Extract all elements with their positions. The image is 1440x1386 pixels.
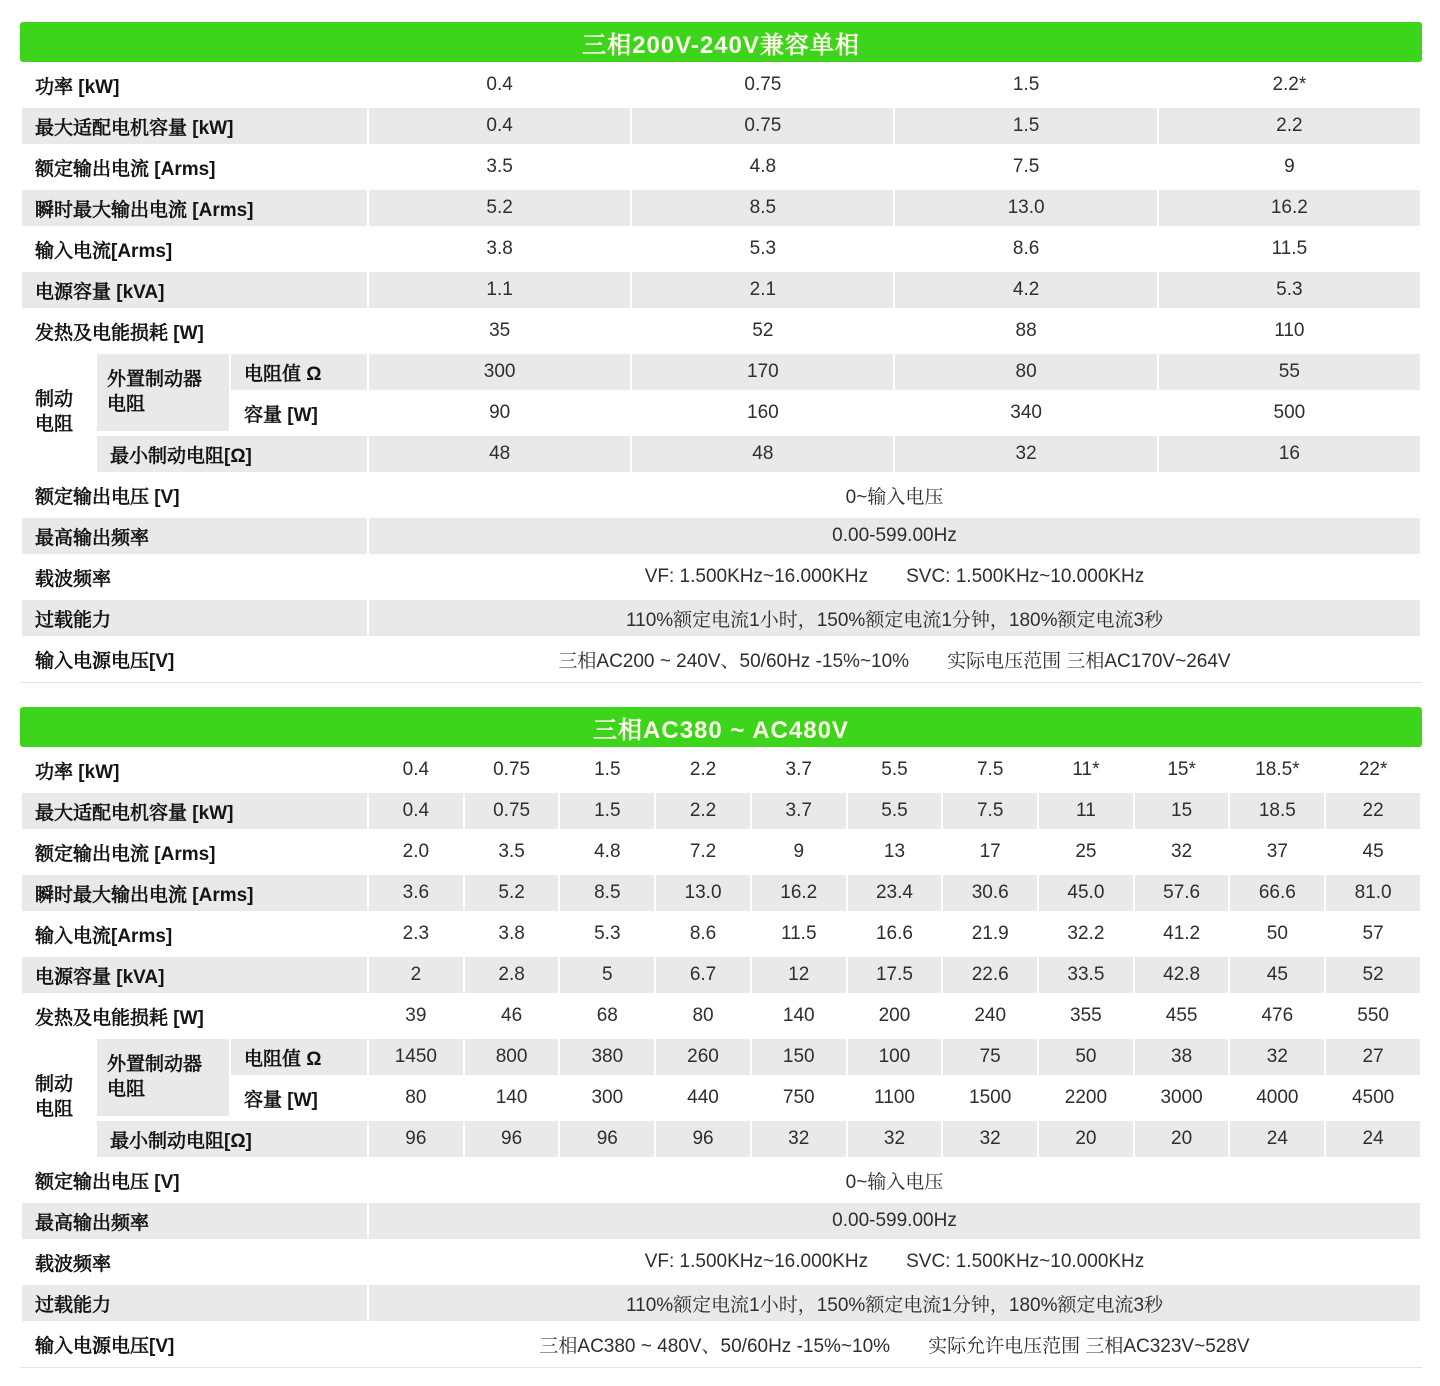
value-cell: 96	[465, 1121, 559, 1157]
spec-row	[22, 313, 1420, 349]
value-cell: 4.8	[632, 149, 893, 185]
row-label: 最大适配电机容量 [kW]	[22, 793, 367, 829]
merged-value	[369, 1326, 1420, 1362]
value-cell: 75	[943, 1039, 1037, 1075]
value-cell: 170	[632, 354, 893, 390]
value-cell: 45	[1230, 957, 1324, 993]
value-cell: 20	[1039, 1121, 1133, 1157]
value-cell: 476	[1230, 998, 1324, 1034]
value-cell: 13.0	[656, 875, 750, 911]
value-cell: 5.5	[848, 752, 942, 788]
value-cell: 16	[1159, 436, 1420, 472]
spec-row	[22, 1121, 1420, 1157]
value-cell: 11*	[1039, 752, 1133, 788]
value-cell: 1100	[848, 1080, 942, 1116]
merged-value	[369, 518, 1420, 554]
merged-value-part: VF: 1.500KHz~16.000KHz	[644, 566, 869, 587]
merged-value-part: 0~输入电压	[845, 1171, 944, 1193]
value-cell: 1.1	[369, 272, 630, 308]
value-cell: 80	[895, 354, 1156, 390]
value-cell: 200	[848, 998, 942, 1034]
spec-grid-holder	[20, 62, 1422, 683]
value-cell: 455	[1135, 998, 1229, 1034]
value-cell: 3.6	[369, 875, 463, 911]
spec-table-380v-480v	[20, 707, 1422, 1368]
value-cell: 1.5	[560, 752, 654, 788]
value-cell: 16.2	[1159, 190, 1420, 226]
value-cell: 11.5	[1159, 231, 1420, 267]
value-cell: 1.5	[895, 108, 1156, 144]
value-cell: 3.8	[465, 916, 559, 952]
value-cell: 21.9	[943, 916, 1037, 952]
value-cell: 90	[369, 395, 630, 431]
value-cell: 27	[1326, 1039, 1420, 1075]
value-cell: 13.0	[895, 190, 1156, 226]
row-label: 输入电源电压[V]	[22, 641, 367, 677]
value-cell: 2.3	[369, 916, 463, 952]
value-cell: 110	[1159, 313, 1420, 349]
value-cell: 2.1	[632, 272, 893, 308]
value-cell: 3.5	[369, 149, 630, 185]
spec-row	[22, 108, 1420, 144]
value-cell: 23.4	[848, 875, 942, 911]
value-cell: 50	[1230, 916, 1324, 952]
value-cell: 2.8	[465, 957, 559, 993]
row-label: 载波频率	[22, 1244, 367, 1280]
row-label: 发热及电能损耗 [W]	[22, 998, 367, 1034]
value-cell: 17.5	[848, 957, 942, 993]
value-cell: 96	[560, 1121, 654, 1157]
row-label: 过载能力	[22, 1285, 367, 1321]
value-cell: 22*	[1326, 752, 1420, 788]
merged-value-part: 110%额定电流1小时，150%额定电流1分钟，180%额定电流3秒	[625, 609, 1164, 631]
value-cell: 2.2	[1159, 108, 1420, 144]
value-cell: 0.75	[632, 108, 893, 144]
spec-row	[22, 793, 1420, 829]
value-cell: 140	[465, 1080, 559, 1116]
row-label: 最大适配电机容量 [kW]	[22, 108, 367, 144]
row-label: 瞬时最大输出电流 [Arms]	[22, 875, 367, 911]
row-label: 电源容量 [kVA]	[22, 272, 367, 308]
spec-row	[22, 1039, 1420, 1075]
value-cell: 15*	[1135, 752, 1229, 788]
spec-row	[22, 67, 1420, 103]
spec-row	[22, 1285, 1420, 1321]
row-label: 额定输出电流 [Arms]	[22, 834, 367, 870]
value-cell: 5.3	[1159, 272, 1420, 308]
spec-row	[22, 1080, 1420, 1116]
value-cell: 32	[1230, 1039, 1324, 1075]
value-cell: 96	[369, 1121, 463, 1157]
merged-value-part: 实际电压范围 三相AC170V~264V	[947, 650, 1231, 672]
value-cell: 2	[369, 957, 463, 993]
merged-value	[369, 1162, 1420, 1198]
value-cell: 35	[369, 313, 630, 349]
value-cell: 150	[752, 1039, 846, 1075]
spec-row	[22, 957, 1420, 993]
spec-row	[22, 395, 1420, 431]
value-cell: 32	[848, 1121, 942, 1157]
merged-value-part: 0~输入电压	[845, 486, 944, 508]
value-cell: 550	[1326, 998, 1420, 1034]
value-cell: 46	[465, 998, 559, 1034]
value-cell: 0.4	[369, 67, 630, 103]
value-cell: 5.5	[848, 793, 942, 829]
spec-row	[22, 231, 1420, 267]
value-cell: 50	[1039, 1039, 1133, 1075]
value-cell: 0.4	[369, 108, 630, 144]
row-label: 瞬时最大输出电流 [Arms]	[22, 190, 367, 226]
value-cell: 2.2*	[1159, 67, 1420, 103]
value-cell: 33.5	[1039, 957, 1133, 993]
value-cell: 7.5	[943, 793, 1037, 829]
row-label: 输入电流[Arms]	[22, 916, 367, 952]
value-cell: 42.8	[1135, 957, 1229, 993]
value-cell: 48	[369, 436, 630, 472]
value-cell: 15	[1135, 793, 1229, 829]
value-cell: 16.2	[752, 875, 846, 911]
value-cell: 750	[752, 1080, 846, 1116]
value-cell: 25	[1039, 834, 1133, 870]
value-cell: 11.5	[752, 916, 846, 952]
row-label: 容量 [W]	[231, 395, 367, 431]
value-cell: 1500	[943, 1080, 1037, 1116]
value-cell: 4500	[1326, 1080, 1420, 1116]
value-cell: 1.5	[895, 67, 1156, 103]
value-cell: 300	[369, 354, 630, 390]
value-cell: 45.0	[1039, 875, 1133, 911]
spec-row	[22, 190, 1420, 226]
spec-row	[22, 834, 1420, 870]
value-cell: 7.2	[656, 834, 750, 870]
value-cell: 0.4	[369, 793, 463, 829]
value-cell: 0.75	[465, 752, 559, 788]
value-cell: 32	[1135, 834, 1229, 870]
value-cell: 5	[560, 957, 654, 993]
value-cell: 340	[895, 395, 1156, 431]
value-cell: 32	[752, 1121, 846, 1157]
row-label: 发热及电能损耗 [W]	[22, 313, 367, 349]
value-cell: 8.6	[656, 916, 750, 952]
value-cell: 8.5	[632, 190, 893, 226]
value-cell: 32	[943, 1121, 1037, 1157]
value-cell: 800	[465, 1039, 559, 1075]
row-label: 功率 [kW]	[22, 752, 367, 788]
brake-sub-label: 外置制动器 电阻	[97, 354, 229, 431]
value-cell: 52	[632, 313, 893, 349]
row-label: 容量 [W]	[231, 1080, 367, 1116]
row-label: 输入电流[Arms]	[22, 231, 367, 267]
merged-value-part: 110%额定电流1小时，150%额定电流1分钟，180%额定电流3秒	[625, 1294, 1164, 1316]
value-cell: 5.2	[369, 190, 630, 226]
value-cell: 3.5	[465, 834, 559, 870]
value-cell: 3000	[1135, 1080, 1229, 1116]
spec-row	[22, 354, 1420, 390]
merged-value	[369, 641, 1420, 677]
merged-value	[369, 559, 1420, 595]
merged-value	[369, 477, 1420, 513]
value-cell: 88	[895, 313, 1156, 349]
value-cell: 2200	[1039, 1080, 1133, 1116]
value-cell: 0.75	[465, 793, 559, 829]
value-cell: 30.6	[943, 875, 1037, 911]
row-label: 输入电源电压[V]	[22, 1326, 367, 1362]
row-label: 最高输出频率	[22, 1203, 367, 1239]
value-cell: 9	[1159, 149, 1420, 185]
brake-group-label: 制动 电阻	[22, 354, 95, 472]
spec-grid-holder	[20, 747, 1422, 1368]
value-cell: 2.0	[369, 834, 463, 870]
value-cell: 2.2	[656, 793, 750, 829]
value-cell: 240	[943, 998, 1037, 1034]
value-cell: 380	[560, 1039, 654, 1075]
value-cell: 1450	[369, 1039, 463, 1075]
merged-value	[369, 1285, 1420, 1321]
row-label: 额定输出电压 [V]	[22, 477, 367, 513]
value-cell: 160	[632, 395, 893, 431]
value-cell: 16.6	[848, 916, 942, 952]
value-cell: 3.7	[752, 752, 846, 788]
value-cell: 300	[560, 1080, 654, 1116]
spec-row	[22, 1162, 1420, 1198]
value-cell: 81.0	[1326, 875, 1420, 911]
value-cell: 68	[560, 998, 654, 1034]
value-cell: 13	[848, 834, 942, 870]
merged-value	[369, 600, 1420, 636]
value-cell: 80	[369, 1080, 463, 1116]
value-cell: 55	[1159, 354, 1420, 390]
spec-row	[22, 752, 1420, 788]
value-cell: 0.75	[632, 67, 893, 103]
merged-value	[369, 1203, 1420, 1239]
value-cell: 3.8	[369, 231, 630, 267]
value-cell: 57	[1326, 916, 1420, 952]
merged-value-part: SVC: 1.500KHz~10.000KHz	[906, 1251, 1145, 1272]
spec-row	[22, 1203, 1420, 1239]
value-cell: 66.6	[1230, 875, 1324, 911]
row-label: 电源容量 [kVA]	[22, 957, 367, 993]
value-cell: 24	[1230, 1121, 1324, 1157]
value-cell: 41.2	[1135, 916, 1229, 952]
row-label: 电阻值 Ω	[231, 354, 367, 390]
merged-value	[369, 1244, 1420, 1280]
spec-row	[22, 149, 1420, 185]
spec-row	[22, 518, 1420, 554]
value-cell: 5.3	[560, 916, 654, 952]
row-label: 额定输出电流 [Arms]	[22, 149, 367, 185]
value-cell: 1.5	[560, 793, 654, 829]
spec-row	[22, 272, 1420, 308]
spec-row	[22, 477, 1420, 513]
brake-group-label: 制动 电阻	[22, 1039, 95, 1157]
value-cell: 80	[656, 998, 750, 1034]
spec-row	[22, 559, 1420, 595]
value-cell: 37	[1230, 834, 1324, 870]
merged-value-part: 0.00-599.00Hz	[832, 525, 957, 546]
value-cell: 32	[895, 436, 1156, 472]
value-cell: 7.5	[895, 149, 1156, 185]
value-cell: 260	[656, 1039, 750, 1075]
value-cell: 52	[1326, 957, 1420, 993]
value-cell: 5.3	[632, 231, 893, 267]
value-cell: 18.5	[1230, 793, 1324, 829]
value-cell: 45	[1326, 834, 1420, 870]
value-cell: 7.5	[943, 752, 1037, 788]
spec-row	[22, 875, 1420, 911]
merged-value-part: 三相AC380 ~ 480V、50/60Hz -15%~10%	[539, 1335, 891, 1357]
row-label: 最高输出频率	[22, 518, 367, 554]
value-cell: 4000	[1230, 1080, 1324, 1116]
value-cell: 6.7	[656, 957, 750, 993]
spec-row	[22, 436, 1420, 472]
spec-row	[22, 1326, 1420, 1362]
value-cell: 22	[1326, 793, 1420, 829]
row-label: 额定输出电压 [V]	[22, 1162, 367, 1198]
spec-row	[22, 641, 1420, 677]
spec-grid	[20, 62, 1422, 683]
value-cell: 38	[1135, 1039, 1229, 1075]
value-cell: 17	[943, 834, 1037, 870]
merged-value-part: 三相AC200 ~ 240V、50/60Hz -15%~10%	[558, 650, 910, 672]
spec-grid	[20, 747, 1422, 1368]
merged-value-part: VF: 1.500KHz~16.000KHz	[644, 1251, 869, 1272]
value-cell: 440	[656, 1080, 750, 1116]
spec-row	[22, 916, 1420, 952]
value-cell: 140	[752, 998, 846, 1034]
spec-table-200v-240v	[20, 22, 1422, 683]
value-cell: 100	[848, 1039, 942, 1075]
value-cell: 4.2	[895, 272, 1156, 308]
spec-row	[22, 1244, 1420, 1280]
row-label: 载波频率	[22, 559, 367, 595]
value-cell: 9	[752, 834, 846, 870]
row-label: 最小制动电阻[Ω]	[97, 1121, 367, 1157]
merged-value-part: 实际允许电压范围 三相AC323V~528V	[928, 1335, 1250, 1357]
value-cell: 20	[1135, 1121, 1229, 1157]
value-cell: 355	[1039, 998, 1133, 1034]
value-cell: 500	[1159, 395, 1420, 431]
merged-value-part: 0.00-599.00Hz	[832, 1210, 957, 1231]
value-cell: 3.7	[752, 793, 846, 829]
section-title-bar	[20, 22, 1422, 62]
value-cell: 96	[656, 1121, 750, 1157]
section-title: 三相200V-240V兼容单相	[582, 31, 860, 59]
row-label: 最小制动电阻[Ω]	[97, 436, 367, 472]
value-cell: 39	[369, 998, 463, 1034]
value-cell: 24	[1326, 1121, 1420, 1157]
value-cell: 2.2	[656, 752, 750, 788]
row-label: 电阻值 Ω	[231, 1039, 367, 1075]
brake-sub-label: 外置制动器 电阻	[97, 1039, 229, 1116]
value-cell: 8.6	[895, 231, 1156, 267]
value-cell: 12	[752, 957, 846, 993]
value-cell: 5.2	[465, 875, 559, 911]
row-label: 过载能力	[22, 600, 367, 636]
value-cell: 48	[632, 436, 893, 472]
merged-value-part: SVC: 1.500KHz~10.000KHz	[906, 566, 1145, 587]
value-cell: 22.6	[943, 957, 1037, 993]
row-label: 功率 [kW]	[22, 67, 367, 103]
value-cell: 0.4	[369, 752, 463, 788]
section-title: 三相AC380 ~ AC480V	[593, 716, 849, 744]
value-cell: 57.6	[1135, 875, 1229, 911]
spec-row	[22, 600, 1420, 636]
spec-row	[22, 998, 1420, 1034]
value-cell: 11	[1039, 793, 1133, 829]
value-cell: 18.5*	[1230, 752, 1324, 788]
section-title-bar	[20, 707, 1422, 747]
value-cell: 32.2	[1039, 916, 1133, 952]
value-cell: 8.5	[560, 875, 654, 911]
value-cell: 4.8	[560, 834, 654, 870]
